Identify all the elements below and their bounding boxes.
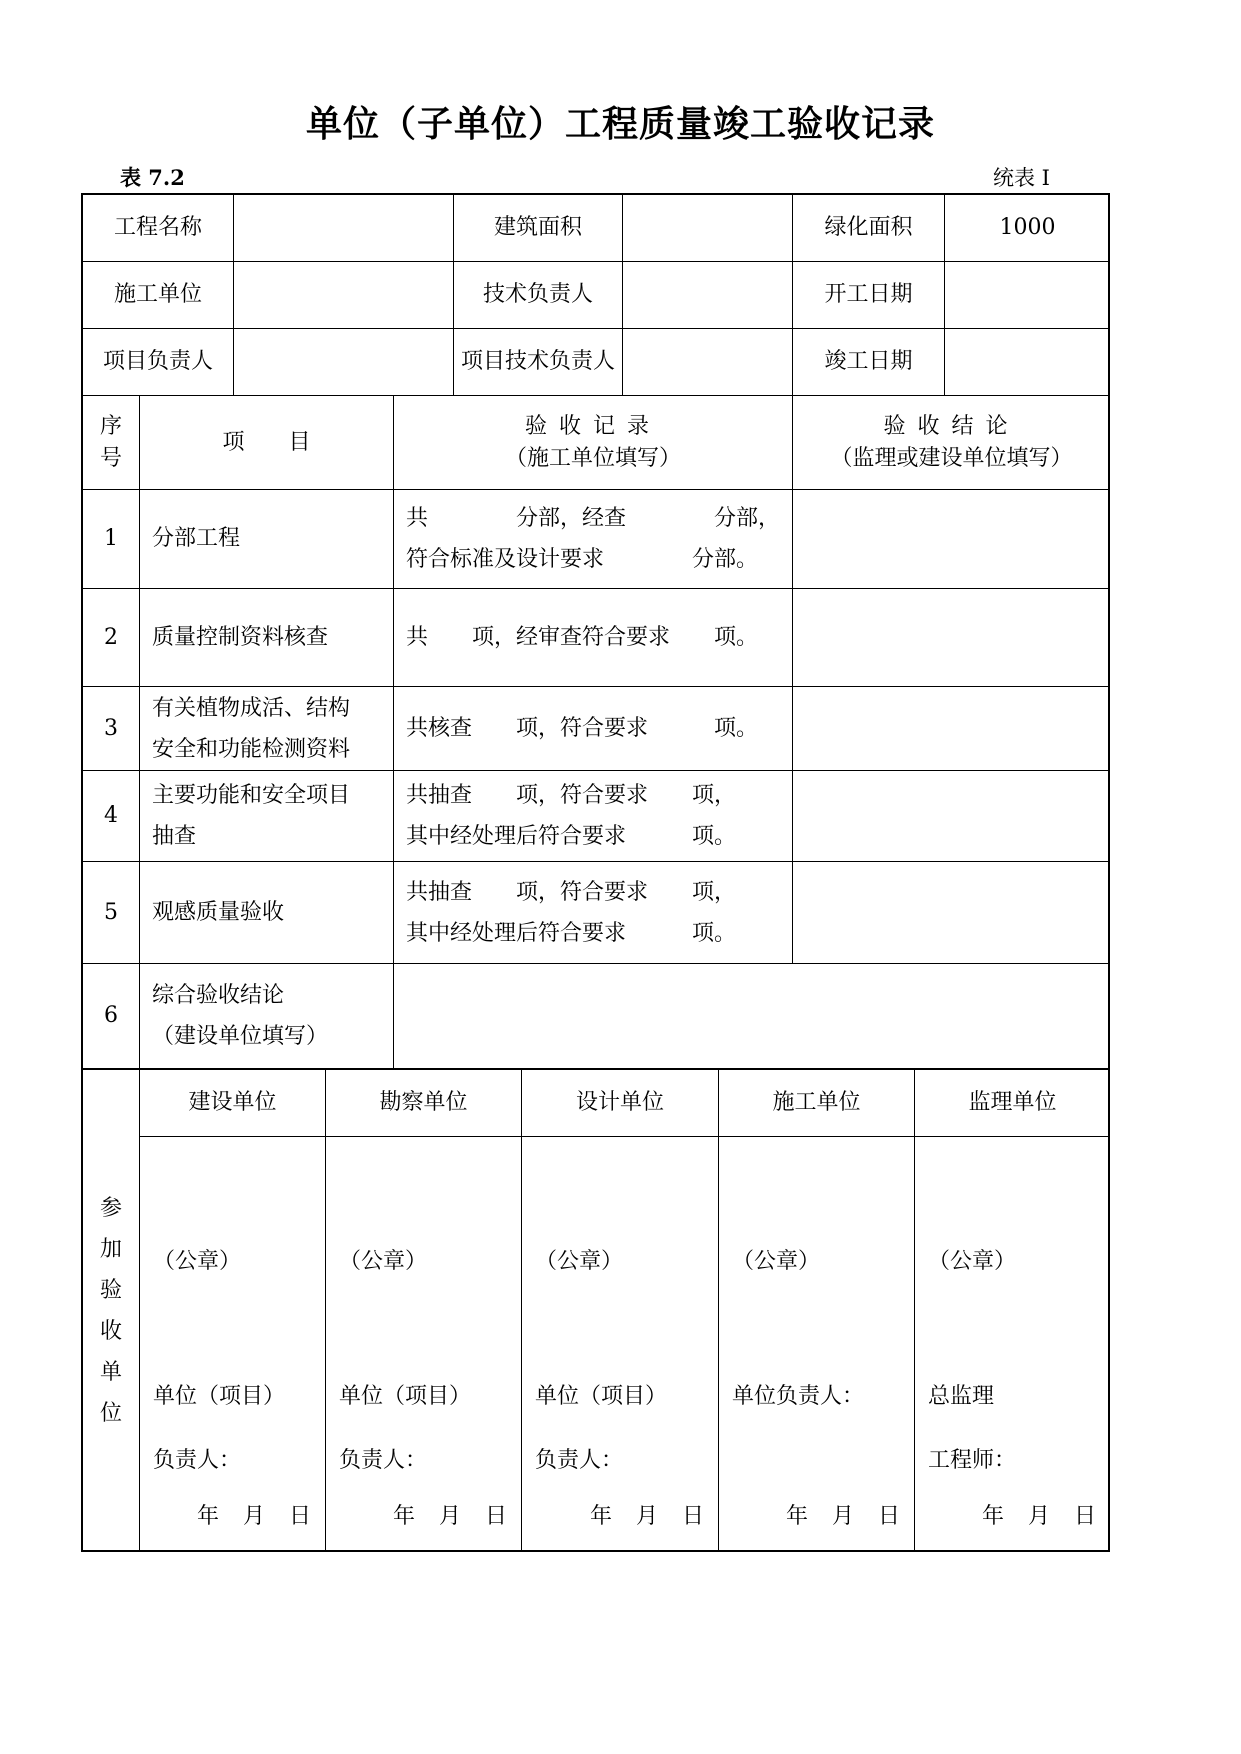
signature-cell-supervisor[interactable] (915, 1137, 1110, 1552)
date-day: 日 (1073, 1504, 1096, 1529)
project-manager-value[interactable] (234, 329, 454, 396)
completion-date-value[interactable] (945, 329, 1110, 396)
responsible-label (535, 1365, 667, 1493)
responsible-line: 负责人： (153, 1448, 242, 1473)
responsible-line: 负责人： (339, 1448, 428, 1473)
row-1-item: 分部工程 (140, 490, 394, 589)
table-number: 表 7.2 (120, 165, 185, 190)
seal-label: （公章） (535, 1249, 624, 1274)
start-date-value[interactable] (945, 262, 1110, 329)
row-4-record-line: 共抽查 项，符合要求 项， (406, 783, 737, 808)
date-month: 月 (438, 1504, 461, 1529)
responsible-label (339, 1365, 471, 1493)
date-day: 日 (288, 1504, 311, 1529)
start-date-label: 开工日期 (793, 262, 945, 329)
row-4-record[interactable] (394, 771, 793, 862)
signature-date (762, 1497, 900, 1537)
unit-name-survey: 勘察单位 (326, 1070, 522, 1137)
row-6-item-line: 综合验收结论 (152, 983, 285, 1008)
participants-label-char: 加 (99, 1237, 122, 1262)
building-area-label: 建筑面积 (454, 195, 623, 262)
row-6-item (140, 964, 394, 1070)
participants-label-char: 收 (99, 1319, 122, 1344)
project-tech-lead-value[interactable] (623, 329, 793, 396)
date-year: 年 (392, 1504, 415, 1529)
green-area-value[interactable]: 1000 (945, 195, 1110, 262)
signature-date (566, 1497, 704, 1537)
responsible-line: 负责人： (535, 1448, 624, 1473)
date-year: 年 (981, 1504, 1004, 1529)
completion-date-label: 竣工日期 (793, 329, 945, 396)
date-year: 年 (785, 1504, 808, 1529)
participants-label-char: 单 (99, 1360, 122, 1385)
row-3-item-line: 有关植物成活、结构 (152, 695, 351, 721)
row-4-item (140, 771, 394, 862)
row-6-number: 6 (83, 964, 140, 1070)
row-1-record-line: 共 分部，经查 分部， (406, 506, 781, 531)
technical-lead-value[interactable] (623, 262, 793, 329)
row-4-conclusion[interactable] (793, 771, 1110, 862)
green-area-label: 绿化面积 (793, 195, 945, 262)
row-4-record-line: 其中经处理后符合要求 项。 (406, 824, 737, 849)
row-5-item: 观感质量验收 (140, 862, 394, 964)
seq-header (83, 396, 140, 490)
row-2-conclusion[interactable] (793, 589, 1110, 687)
acceptance-record-table (81, 193, 1110, 1552)
date-year: 年 (589, 1504, 612, 1529)
signature-cell-construction-owner[interactable] (140, 1137, 326, 1552)
row-4-item-line: 主要功能和安全项目 (152, 783, 351, 808)
signature-cell-design[interactable] (522, 1137, 719, 1552)
participants-label (83, 1070, 140, 1552)
page-title: 单位（子单位）工程质量竣工验收记录 (305, 103, 935, 145)
seal-label: （公章） (339, 1249, 428, 1274)
row-6-item-line: （建设单位填写） (152, 1024, 329, 1049)
row-5-record[interactable] (394, 862, 793, 964)
row-5-number: 5 (83, 862, 140, 964)
responsible-line: 工程师： (928, 1448, 1017, 1473)
responsible-line: 单位（项目） (535, 1384, 668, 1409)
signature-date (173, 1497, 311, 1537)
date-month: 月 (831, 1504, 854, 1529)
seal-label: （公章） (153, 1249, 242, 1274)
record-header-title: 验收记录 (524, 413, 661, 439)
seq-header-char: 号 (99, 445, 122, 471)
responsible-label (153, 1365, 285, 1493)
row-4-number: 4 (83, 771, 140, 862)
date-month: 月 (1027, 1504, 1050, 1529)
row-3-number: 3 (83, 687, 140, 771)
row-1-conclusion[interactable] (793, 490, 1110, 589)
row-5-record-line: 其中经处理后符合要求 项。 (406, 920, 737, 946)
conclusion-header-sub: （监理或建设单位填写） (830, 445, 1073, 471)
seal-label: （公章） (928, 1249, 1017, 1274)
participants-label-char: 验 (99, 1278, 122, 1303)
date-year: 年 (196, 1504, 219, 1529)
unit-name-construction-owner: 建设单位 (140, 1070, 326, 1137)
signature-cell-contractor[interactable] (719, 1137, 915, 1552)
signature-date (958, 1497, 1096, 1537)
row-3-conclusion[interactable] (793, 687, 1110, 771)
signature-date (369, 1497, 507, 1537)
unit-name-contractor: 施工单位 (719, 1070, 915, 1137)
project-manager-label: 项目负责人 (83, 329, 234, 396)
row-5-record-line: 共抽查 项，符合要求 项， (406, 879, 737, 905)
seq-header-char: 序 (99, 413, 122, 439)
date-day: 日 (681, 1504, 704, 1529)
row-2-number: 2 (83, 589, 140, 687)
record-header (394, 396, 793, 490)
technical-lead-label: 技术负责人 (454, 262, 623, 329)
date-month: 月 (635, 1504, 658, 1529)
date-day: 日 (484, 1504, 507, 1529)
row-1-number: 1 (83, 490, 140, 589)
contractor-value[interactable] (234, 262, 454, 329)
responsible-line: 单位（项目） (153, 1384, 286, 1409)
unit-name-design: 设计单位 (522, 1070, 719, 1137)
responsible-line: 总监理 (928, 1384, 995, 1409)
row-3-item (140, 687, 394, 771)
row-5-conclusion[interactable] (793, 862, 1110, 964)
row-4-item-line: 抽查 (152, 824, 197, 849)
conclusion-header (793, 396, 1110, 490)
responsible-line: 单位负责人： (732, 1384, 865, 1409)
building-area-value[interactable] (623, 195, 793, 262)
row-3-record[interactable]: 共核查 项，符合要求 项。 (394, 687, 793, 771)
row-2-record[interactable]: 共 项，经审查符合要求 项。 (394, 589, 793, 687)
item-header: 项 目 (140, 396, 394, 490)
row-3-item-line: 安全和功能检测资料 (152, 736, 351, 762)
signature-cell-survey[interactable] (326, 1137, 522, 1552)
row-6-conclusion[interactable] (394, 964, 1110, 1070)
unit-name-supervisor: 监理单位 (915, 1070, 1110, 1137)
responsible-line: 单位（项目） (339, 1384, 472, 1409)
row-2-item: 质量控制资料核查 (140, 589, 394, 687)
responsible-label (928, 1365, 1016, 1493)
continuation-label: 统表 I (993, 166, 1050, 190)
record-header-sub: （施工单位填写） (504, 445, 681, 471)
project-name-label: 工程名称 (83, 195, 234, 262)
participants-label-char: 参 (99, 1196, 122, 1221)
responsible-label (732, 1365, 864, 1429)
project-tech-lead-label: 项目技术负责人 (454, 329, 623, 396)
date-month: 月 (242, 1504, 265, 1529)
contractor-label: 施工单位 (83, 262, 234, 329)
row-1-record-line: 符合标准及设计要求 分部。 (406, 547, 759, 572)
date-day: 日 (877, 1504, 900, 1529)
row-1-record[interactable] (394, 490, 793, 589)
participants-label-char: 位 (99, 1401, 122, 1426)
project-name-value[interactable] (234, 195, 454, 262)
seal-label: （公章） (732, 1249, 821, 1274)
conclusion-header-title: 验收结论 (883, 413, 1020, 439)
